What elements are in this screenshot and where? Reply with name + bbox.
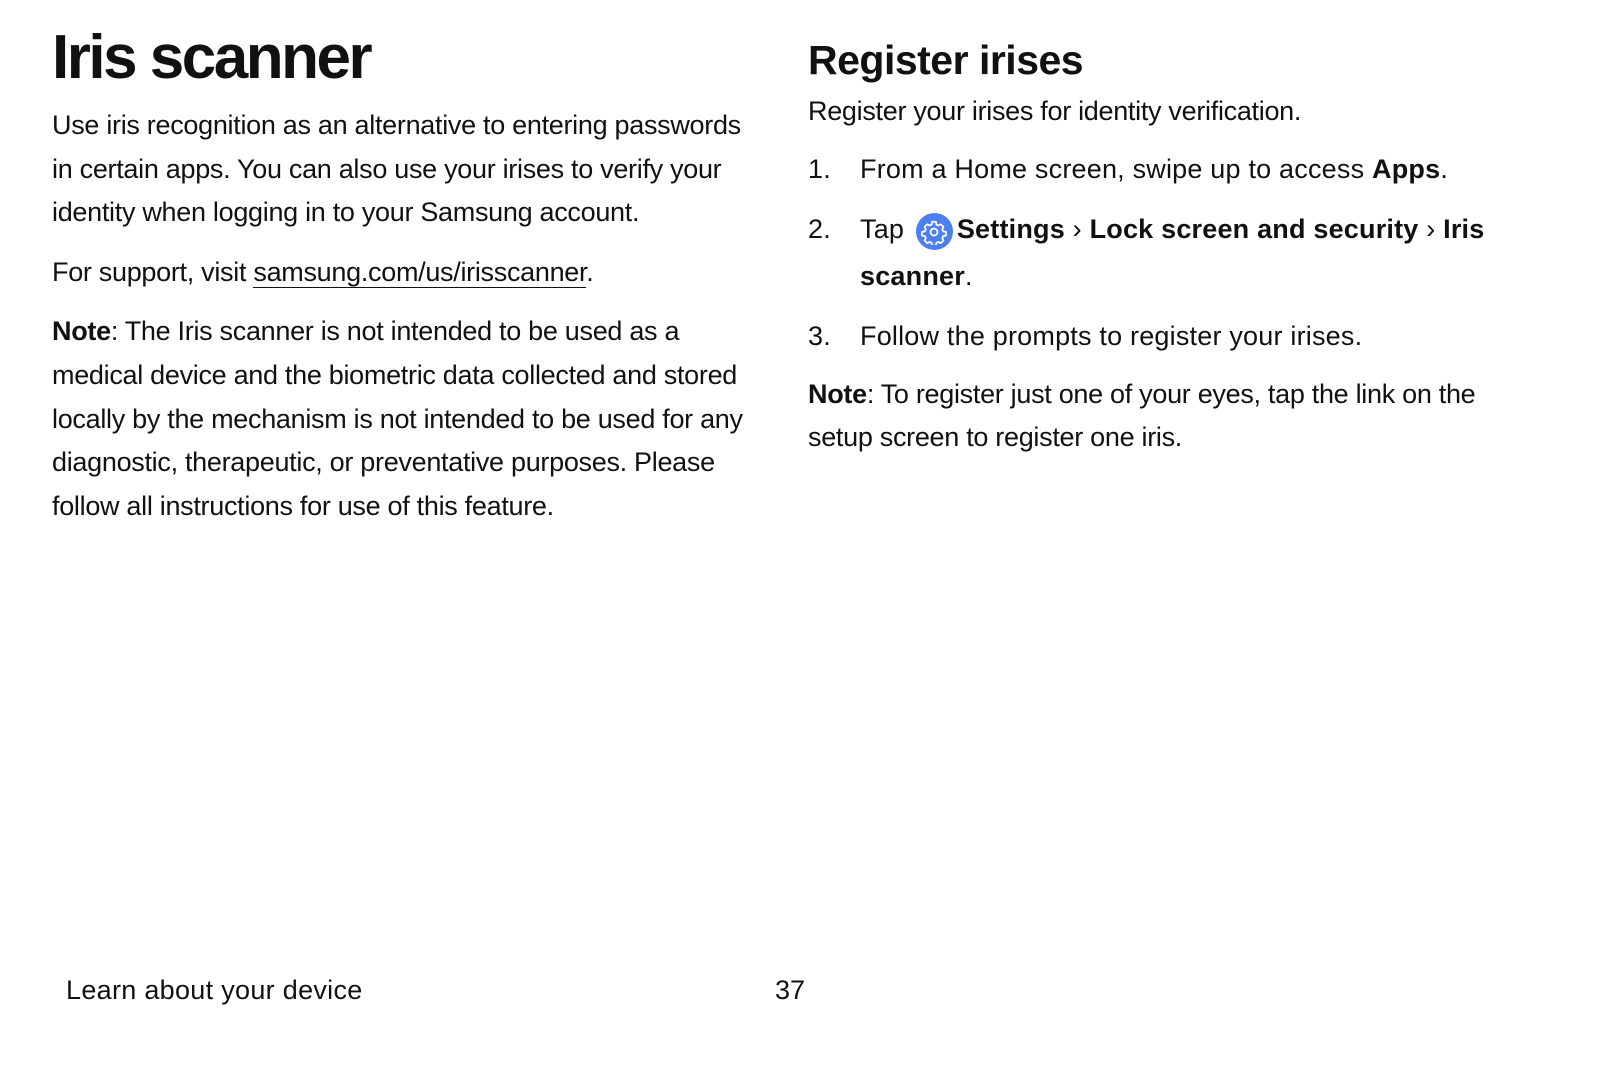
apps-label: Apps xyxy=(1372,153,1441,184)
note-text: : The Iris scanner is not intended to be used as a medical device and the biometric data collected and stored locally by the mechanism is not intended to be used for any diagnostic, therapeutic, or preventative purposes. Please follow all instructions for use of this feature. xyxy=(52,316,743,521)
step-item xyxy=(808,146,1543,193)
steps-list xyxy=(808,146,1543,360)
support-link[interactable]: samsung.com/us/irisscanner xyxy=(253,256,587,287)
step-text xyxy=(860,146,1543,193)
iris-scanner-label: Iris scanner xyxy=(860,213,1485,291)
page-title: Iris scanner xyxy=(52,23,371,92)
lock-screen-label: Lock screen and security xyxy=(1089,213,1419,244)
footer-section-title: Learn about your device xyxy=(66,975,363,1005)
step-item xyxy=(808,313,1543,360)
register-intro: Register your irises for identity verification. xyxy=(808,96,1302,126)
section-title: Register irises xyxy=(808,37,1084,83)
chevron-separator: › xyxy=(1418,213,1444,244)
step-end: . xyxy=(1440,153,1449,184)
note-label: Note xyxy=(808,378,867,409)
settings-label: Settings xyxy=(956,213,1065,244)
step-text: Follow the prompts to register your irises. xyxy=(860,320,1363,351)
right-column xyxy=(808,32,1543,460)
step-number: 1. xyxy=(808,153,831,184)
step-number: 3. xyxy=(808,320,831,351)
step-text xyxy=(860,206,1543,300)
support-prefix: For support, visit xyxy=(52,256,254,287)
note-text: : To register just one of your eyes, tap the link on the setup screen to register one iris. xyxy=(808,378,1476,453)
support-paragraph xyxy=(52,251,767,295)
step-item xyxy=(808,206,1543,300)
footer-page-number: 37 xyxy=(775,975,806,1005)
chevron-separator: › xyxy=(1064,213,1090,244)
settings-gear-icon xyxy=(916,213,953,250)
tap-label: Tap xyxy=(860,213,912,244)
step-number: 2. xyxy=(808,213,831,244)
medical-note xyxy=(52,310,767,528)
left-column xyxy=(52,104,767,544)
note-label: Note xyxy=(52,316,111,347)
iris-intro-paragraph: Use iris recognition as an alternative to entering passwords in certain apps. You can also use your irises to verify your identity when logging in to your Samsung account. xyxy=(52,110,741,228)
step-text-plain: From a Home screen, swipe up to access xyxy=(860,153,1372,184)
support-suffix: . xyxy=(586,256,594,287)
step-end: . xyxy=(964,260,973,291)
register-note xyxy=(808,373,1543,460)
